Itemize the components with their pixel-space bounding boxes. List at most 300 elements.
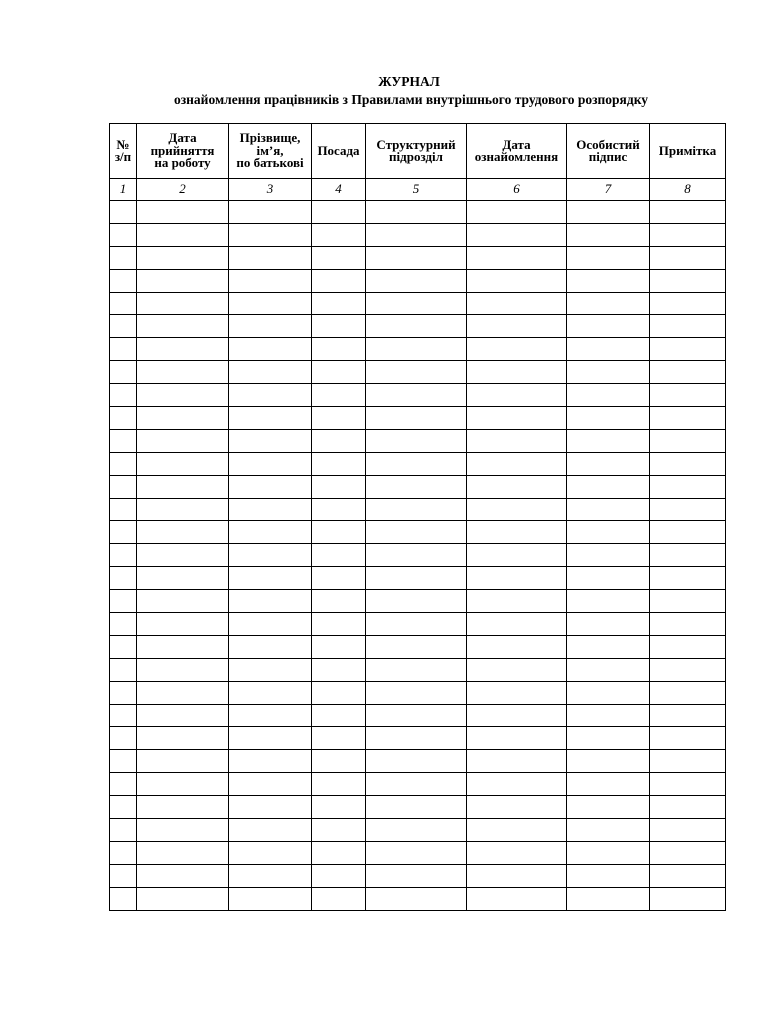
table-cell bbox=[467, 841, 567, 864]
header-line: Дата bbox=[168, 130, 197, 146]
table-cell bbox=[366, 567, 467, 590]
table-cell bbox=[229, 841, 312, 864]
table-cell bbox=[567, 544, 650, 567]
header-cell-note bbox=[650, 124, 726, 179]
table-cell bbox=[650, 201, 726, 224]
table-row bbox=[110, 613, 726, 636]
table-cell bbox=[467, 567, 567, 590]
table-cell bbox=[567, 498, 650, 521]
table-cell bbox=[229, 544, 312, 567]
table-cell bbox=[467, 407, 567, 430]
table-cell bbox=[366, 315, 467, 338]
header-cell-department bbox=[366, 124, 467, 179]
table-cell bbox=[110, 201, 137, 224]
table-cell bbox=[567, 887, 650, 910]
table-cell bbox=[650, 819, 726, 842]
table-cell bbox=[110, 292, 137, 315]
table-cell bbox=[650, 796, 726, 819]
table-cell bbox=[467, 704, 567, 727]
table-cell bbox=[467, 590, 567, 613]
table-cell bbox=[110, 407, 137, 430]
table-cell bbox=[110, 796, 137, 819]
table-cell bbox=[467, 773, 567, 796]
table-cell bbox=[110, 887, 137, 910]
column-number: 7 bbox=[567, 179, 650, 201]
header-cell-position bbox=[312, 124, 366, 179]
table-cell bbox=[229, 429, 312, 452]
table-cell bbox=[650, 429, 726, 452]
table-cell bbox=[650, 887, 726, 910]
table-cell bbox=[137, 315, 229, 338]
table-cell bbox=[229, 521, 312, 544]
table-cell bbox=[650, 361, 726, 384]
table-cell bbox=[567, 590, 650, 613]
table-cell bbox=[366, 773, 467, 796]
table-cell bbox=[312, 750, 366, 773]
table-cell bbox=[137, 635, 229, 658]
table-cell bbox=[650, 452, 726, 475]
table-cell bbox=[650, 750, 726, 773]
table-cell bbox=[137, 613, 229, 636]
header-line: ім’я, bbox=[256, 142, 284, 158]
table-cell bbox=[137, 452, 229, 475]
table-cell bbox=[650, 681, 726, 704]
column-number: 3 bbox=[229, 179, 312, 201]
table-cell bbox=[110, 361, 137, 384]
table-cell bbox=[110, 841, 137, 864]
table-cell bbox=[312, 475, 366, 498]
table-cell bbox=[366, 384, 467, 407]
table-cell bbox=[366, 658, 467, 681]
table-cell bbox=[110, 269, 137, 292]
column-number: 6 bbox=[467, 179, 567, 201]
table-cell bbox=[567, 246, 650, 269]
table-cell bbox=[229, 475, 312, 498]
table-cell bbox=[229, 407, 312, 430]
header-line: з/п bbox=[114, 149, 132, 164]
table-row bbox=[110, 521, 726, 544]
table-row bbox=[110, 452, 726, 475]
table-row bbox=[110, 658, 726, 681]
header-line: Особистий bbox=[576, 136, 640, 152]
table-cell bbox=[312, 452, 366, 475]
table-row bbox=[110, 223, 726, 246]
table-cell bbox=[229, 498, 312, 521]
table-row bbox=[110, 727, 726, 750]
table-cell bbox=[467, 223, 567, 246]
column-number: 2 bbox=[137, 179, 229, 201]
header-line: на роботу bbox=[154, 155, 211, 171]
table-cell bbox=[567, 475, 650, 498]
table-cell bbox=[137, 727, 229, 750]
table-cell bbox=[366, 590, 467, 613]
header-line: Прізвище, bbox=[239, 130, 301, 146]
table-cell bbox=[467, 658, 567, 681]
table-cell bbox=[229, 201, 312, 224]
table-cell bbox=[650, 384, 726, 407]
table-cell bbox=[229, 864, 312, 887]
table-cell bbox=[650, 864, 726, 887]
table-cell bbox=[312, 590, 366, 613]
table-cell bbox=[229, 292, 312, 315]
table-cell bbox=[567, 613, 650, 636]
table-cell bbox=[567, 429, 650, 452]
table-cell bbox=[650, 704, 726, 727]
table-row bbox=[110, 567, 726, 590]
table-row bbox=[110, 407, 726, 430]
table-cell bbox=[650, 773, 726, 796]
table-cell bbox=[229, 750, 312, 773]
table-cell bbox=[229, 338, 312, 361]
header-line: Дата bbox=[502, 136, 531, 152]
table-cell bbox=[110, 750, 137, 773]
table-cell bbox=[137, 201, 229, 224]
table-cell bbox=[366, 292, 467, 315]
table-cell bbox=[137, 361, 229, 384]
header-line: підпис bbox=[588, 149, 628, 164]
table-cell bbox=[312, 773, 366, 796]
table-cell bbox=[467, 613, 567, 636]
table-cell bbox=[366, 452, 467, 475]
column-number: 8 bbox=[650, 179, 726, 201]
table-cell bbox=[567, 407, 650, 430]
table-cell bbox=[366, 407, 467, 430]
header-row bbox=[110, 124, 726, 179]
table-cell bbox=[137, 475, 229, 498]
table-cell bbox=[567, 727, 650, 750]
table-cell bbox=[137, 246, 229, 269]
table-cell bbox=[110, 613, 137, 636]
table-cell bbox=[467, 635, 567, 658]
table-cell bbox=[650, 498, 726, 521]
table-cell bbox=[567, 452, 650, 475]
table-row bbox=[110, 201, 726, 224]
table-cell bbox=[110, 429, 137, 452]
table-cell bbox=[137, 544, 229, 567]
column-number: 4 bbox=[312, 179, 366, 201]
header-line: № bbox=[116, 136, 130, 152]
table-cell bbox=[650, 658, 726, 681]
table-cell bbox=[312, 841, 366, 864]
table-cell bbox=[567, 704, 650, 727]
table-cell bbox=[110, 635, 137, 658]
table-cell bbox=[110, 727, 137, 750]
table-cell bbox=[467, 544, 567, 567]
header-line: підрозділ bbox=[389, 149, 443, 164]
table-row bbox=[110, 246, 726, 269]
table-cell bbox=[137, 292, 229, 315]
table-cell bbox=[229, 613, 312, 636]
journal-table bbox=[109, 123, 726, 911]
table-cell bbox=[366, 864, 467, 887]
table-cell bbox=[567, 567, 650, 590]
table-cell bbox=[110, 773, 137, 796]
table-cell bbox=[366, 475, 467, 498]
table-cell bbox=[366, 223, 467, 246]
table-cell bbox=[467, 796, 567, 819]
table-row bbox=[110, 681, 726, 704]
table-cell bbox=[366, 704, 467, 727]
table-cell bbox=[137, 521, 229, 544]
table-cell bbox=[110, 384, 137, 407]
table-cell bbox=[366, 796, 467, 819]
table-row bbox=[110, 429, 726, 452]
table-cell bbox=[312, 201, 366, 224]
table-cell bbox=[567, 773, 650, 796]
table-cell bbox=[366, 498, 467, 521]
table-cell bbox=[650, 613, 726, 636]
table-cell bbox=[110, 864, 137, 887]
table-cell bbox=[567, 658, 650, 681]
table-cell bbox=[110, 452, 137, 475]
table-cell bbox=[650, 223, 726, 246]
table-cell bbox=[467, 429, 567, 452]
table-cell bbox=[312, 567, 366, 590]
table-cell bbox=[312, 292, 366, 315]
table-cell bbox=[312, 429, 366, 452]
header-cell-full-name bbox=[229, 124, 312, 179]
header-cell-signature bbox=[567, 124, 650, 179]
table-cell bbox=[650, 590, 726, 613]
table-cell bbox=[229, 452, 312, 475]
table-cell bbox=[312, 521, 366, 544]
table-cell bbox=[366, 429, 467, 452]
table-cell bbox=[312, 796, 366, 819]
table-cell bbox=[312, 315, 366, 338]
table-cell bbox=[137, 498, 229, 521]
table-cell bbox=[467, 452, 567, 475]
table-cell bbox=[650, 338, 726, 361]
table-cell bbox=[137, 841, 229, 864]
table-cell bbox=[110, 704, 137, 727]
table-row bbox=[110, 544, 726, 567]
table-cell bbox=[312, 384, 366, 407]
table-cell bbox=[110, 590, 137, 613]
table-row bbox=[110, 292, 726, 315]
table-cell bbox=[110, 567, 137, 590]
table-cell bbox=[366, 338, 467, 361]
table-cell bbox=[567, 201, 650, 224]
table-cell bbox=[137, 819, 229, 842]
table-cell bbox=[366, 819, 467, 842]
table-cell bbox=[650, 475, 726, 498]
table-cell bbox=[137, 567, 229, 590]
table-cell bbox=[312, 635, 366, 658]
table-cell bbox=[312, 269, 366, 292]
table-cell bbox=[366, 613, 467, 636]
table-cell bbox=[312, 246, 366, 269]
table-cell bbox=[312, 887, 366, 910]
table-cell bbox=[366, 681, 467, 704]
header-line: ознайомлення bbox=[474, 149, 559, 164]
table-cell bbox=[467, 521, 567, 544]
table-cell bbox=[229, 269, 312, 292]
table-cell bbox=[312, 407, 366, 430]
header-line: Посада bbox=[317, 142, 360, 158]
table-cell bbox=[650, 315, 726, 338]
table-cell bbox=[312, 338, 366, 361]
column-number-row bbox=[110, 179, 726, 201]
table-cell bbox=[650, 635, 726, 658]
table-cell bbox=[137, 269, 229, 292]
table-cell bbox=[137, 338, 229, 361]
table-cell bbox=[467, 292, 567, 315]
table-cell bbox=[137, 590, 229, 613]
column-number: 5 bbox=[366, 179, 467, 201]
table-cell bbox=[137, 750, 229, 773]
table-cell bbox=[110, 498, 137, 521]
table-cell bbox=[467, 681, 567, 704]
table-cell bbox=[137, 773, 229, 796]
table-cell bbox=[110, 544, 137, 567]
table-cell bbox=[366, 635, 467, 658]
header-cell-familiarization-date bbox=[467, 124, 567, 179]
table-cell bbox=[467, 864, 567, 887]
table-cell bbox=[467, 269, 567, 292]
table-cell bbox=[467, 338, 567, 361]
table-cell bbox=[467, 315, 567, 338]
table-cell bbox=[567, 223, 650, 246]
table-cell bbox=[229, 727, 312, 750]
table-cell bbox=[366, 201, 467, 224]
table-row bbox=[110, 498, 726, 521]
table-cell bbox=[366, 887, 467, 910]
table-cell bbox=[229, 819, 312, 842]
table-cell bbox=[650, 567, 726, 590]
table-cell bbox=[110, 681, 137, 704]
table-cell bbox=[567, 635, 650, 658]
table-cell bbox=[312, 223, 366, 246]
table-row bbox=[110, 704, 726, 727]
table-cell bbox=[650, 841, 726, 864]
table-cell bbox=[567, 750, 650, 773]
table-cell bbox=[110, 475, 137, 498]
table-cell bbox=[650, 292, 726, 315]
table-cell bbox=[312, 658, 366, 681]
table-cell bbox=[312, 727, 366, 750]
table-row bbox=[110, 361, 726, 384]
table-row bbox=[110, 819, 726, 842]
table-cell bbox=[467, 246, 567, 269]
table-cell bbox=[137, 796, 229, 819]
table-cell bbox=[137, 681, 229, 704]
table-cell bbox=[312, 361, 366, 384]
table-cell bbox=[229, 361, 312, 384]
table-cell bbox=[467, 475, 567, 498]
table-cell bbox=[229, 384, 312, 407]
table-cell bbox=[467, 727, 567, 750]
table-cell bbox=[467, 201, 567, 224]
table-cell bbox=[567, 819, 650, 842]
table-cell bbox=[467, 750, 567, 773]
table-row bbox=[110, 864, 726, 887]
table-cell bbox=[229, 773, 312, 796]
table-cell bbox=[229, 681, 312, 704]
table-cell bbox=[567, 521, 650, 544]
table-cell bbox=[567, 292, 650, 315]
table-row bbox=[110, 269, 726, 292]
table-cell bbox=[567, 681, 650, 704]
table-cell bbox=[110, 223, 137, 246]
table-row bbox=[110, 590, 726, 613]
table-cell bbox=[567, 796, 650, 819]
table-cell bbox=[229, 704, 312, 727]
table-cell bbox=[650, 269, 726, 292]
table-cell bbox=[312, 819, 366, 842]
table-cell bbox=[229, 590, 312, 613]
table-cell bbox=[567, 315, 650, 338]
table-cell bbox=[137, 407, 229, 430]
table-cell bbox=[110, 658, 137, 681]
table-cell bbox=[467, 384, 567, 407]
table-row bbox=[110, 773, 726, 796]
table-cell bbox=[366, 361, 467, 384]
table-cell bbox=[312, 864, 366, 887]
table-cell bbox=[110, 338, 137, 361]
table-cell bbox=[650, 407, 726, 430]
table-cell bbox=[467, 887, 567, 910]
table-cell bbox=[467, 498, 567, 521]
table-cell bbox=[137, 658, 229, 681]
table-cell bbox=[137, 887, 229, 910]
table-cell bbox=[137, 864, 229, 887]
table-row bbox=[110, 635, 726, 658]
table-cell bbox=[110, 819, 137, 842]
table-cell bbox=[366, 750, 467, 773]
table-cell bbox=[366, 841, 467, 864]
table-cell bbox=[137, 429, 229, 452]
header-cell-hire-date bbox=[137, 124, 229, 179]
table-cell bbox=[366, 727, 467, 750]
table-row bbox=[110, 338, 726, 361]
table-cell bbox=[229, 567, 312, 590]
table-cell bbox=[110, 246, 137, 269]
table-cell bbox=[229, 796, 312, 819]
table-cell bbox=[567, 841, 650, 864]
header-line: Примітка bbox=[658, 142, 717, 158]
document-subtitle: ознайомлення працівників з Правилами внутрішнього трудового розпорядку bbox=[173, 92, 649, 107]
table-cell bbox=[229, 246, 312, 269]
header-cell-number bbox=[110, 124, 137, 179]
table-cell bbox=[312, 613, 366, 636]
table-cell bbox=[650, 727, 726, 750]
table-row bbox=[110, 384, 726, 407]
table-cell bbox=[366, 246, 467, 269]
table-cell bbox=[467, 361, 567, 384]
header-line: по батькові bbox=[236, 155, 304, 171]
table-cell bbox=[567, 361, 650, 384]
table-cell bbox=[229, 223, 312, 246]
table-cell bbox=[567, 338, 650, 361]
table-cell bbox=[229, 315, 312, 338]
table-cell bbox=[229, 635, 312, 658]
table-cell bbox=[366, 269, 467, 292]
table-cell bbox=[312, 498, 366, 521]
table-cell bbox=[650, 521, 726, 544]
header-line: прийняття bbox=[150, 142, 215, 158]
table-cell bbox=[650, 544, 726, 567]
table-cell bbox=[567, 269, 650, 292]
header-line: Структурний bbox=[376, 136, 456, 152]
table-cell bbox=[110, 315, 137, 338]
table-cell bbox=[137, 223, 229, 246]
table-cell bbox=[467, 819, 567, 842]
table-cell bbox=[137, 704, 229, 727]
table-cell bbox=[312, 544, 366, 567]
table-cell bbox=[110, 521, 137, 544]
table-cell bbox=[137, 384, 229, 407]
table-cell bbox=[312, 704, 366, 727]
